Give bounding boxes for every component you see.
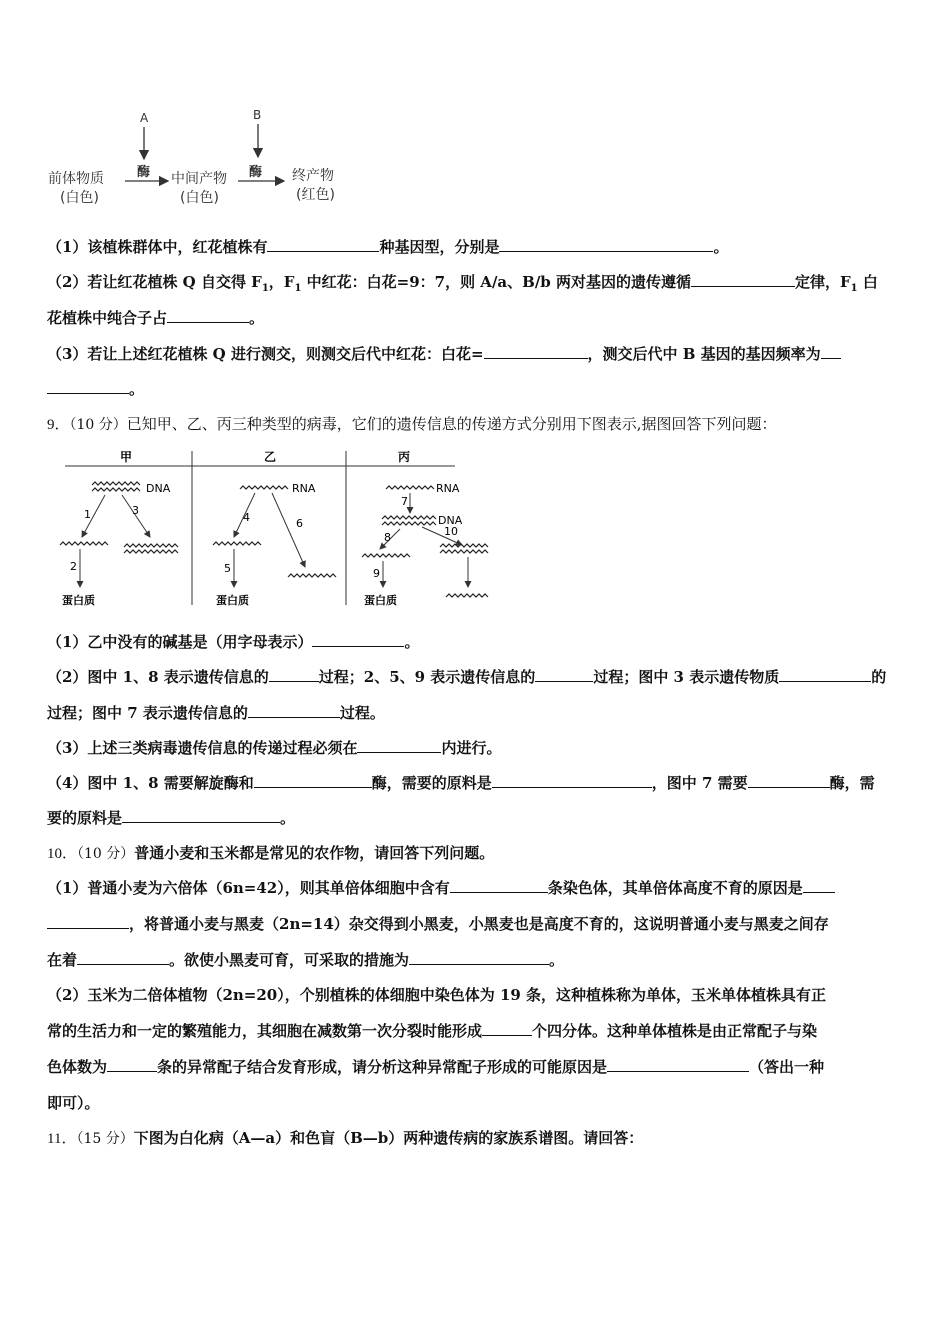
q11-stem: 11．（15 分）下图为白化病（A—a）和色盲（B—b）两种遗传病的家族系谱图。请回答： bbox=[47, 1129, 644, 1147]
col-jia: 甲 bbox=[120, 450, 133, 464]
virus-diagram bbox=[50, 447, 510, 612]
q9-part2: （2）图中 1、8 表示遗传信息的 过程；2、5、9 表示遗传信息的 过程；图中 3 表示遗传物质 的 bbox=[47, 668, 887, 686]
svg-text:5: 5 bbox=[224, 562, 231, 575]
svg-text:3: 3 bbox=[132, 504, 139, 517]
dna-product-icon bbox=[124, 544, 178, 553]
q8-part2: （2）若让红花植株 Q 自交得 $F_1$，$F_1$ 中红花：白花=9：7，则 A/a、B/b 两对基因的遗传遵循 定律，$F_1$ 白 bbox=[47, 273, 878, 294]
svg-text:6: 6 bbox=[296, 517, 303, 530]
dna-product-icon bbox=[440, 544, 488, 553]
q10-part1: （1）普通小麦为六倍体（6n=42），则其单倍体细胞中含有 条染色体，其单倍体高度不育的原因是 bbox=[47, 878, 910, 898]
answer-blank[interactable] bbox=[267, 237, 379, 252]
answer-blank[interactable] bbox=[499, 237, 713, 252]
answer-blank[interactable] bbox=[107, 1057, 157, 1072]
q8-part3-cont: 。 bbox=[47, 379, 910, 399]
q8-part1: （1）该植株群体中，红花植株有 种基因型，分别是 。 bbox=[47, 238, 729, 256]
svg-text:10: 10 bbox=[444, 525, 458, 538]
rna-label-yi: RNA bbox=[292, 482, 316, 495]
q9-part1: （1）乙中没有的碱基是（用字母表示） 。 bbox=[47, 633, 420, 651]
rna-product-icon bbox=[362, 554, 410, 557]
final-color: (红色) bbox=[296, 187, 335, 203]
q8-part2-cont: 花植株中纯合子占 。 bbox=[47, 309, 265, 327]
q10-part1-cont2: 在着 。欲使小黑麦可育，可采取的措施为 。 bbox=[47, 951, 565, 969]
enzyme2-label: 酶 bbox=[249, 165, 263, 180]
final-label: 终产物 bbox=[292, 168, 334, 184]
svg-text:7: 7 bbox=[401, 495, 408, 508]
rna-product-icon bbox=[213, 542, 261, 545]
answer-blank[interactable] bbox=[492, 773, 652, 788]
answer-blank[interactable] bbox=[748, 773, 830, 788]
answer-blank[interactable] bbox=[357, 738, 441, 753]
answer-blank[interactable] bbox=[607, 1057, 749, 1072]
svg-text:8: 8 bbox=[384, 531, 391, 544]
q9-part3: （3）上述三类病毒遗传信息的传递过程必须在 内进行。 bbox=[47, 739, 502, 757]
q10-part1-cont: ，将普通小麦与黑麦（2n=14）杂交得到小黑麦，小黑麦也是高度不育的，这说明普通小麦与黑麦之间存 bbox=[47, 914, 910, 934]
svg-text:1: 1 bbox=[84, 508, 91, 521]
pathway-diagram bbox=[40, 105, 360, 215]
dna-strand-icon bbox=[92, 482, 140, 491]
answer-blank[interactable] bbox=[47, 379, 129, 394]
q9-part4-cont: 要的原料是 。 bbox=[47, 809, 296, 827]
svg-text:2: 2 bbox=[70, 560, 77, 573]
rna-strand-icon bbox=[386, 486, 434, 489]
rna-product-icon bbox=[446, 594, 488, 597]
intermediate-label: 中间产物 bbox=[171, 171, 227, 187]
answer-blank[interactable] bbox=[269, 667, 319, 682]
answer-blank[interactable] bbox=[484, 344, 588, 359]
svg-text:9: 9 bbox=[373, 567, 380, 580]
q10-part2: （2）玉米为二倍体植物（2n=20），个别植株的体细胞中染色体为 19 条，这种植株称为单体，玉米单体植株具有正 bbox=[47, 986, 827, 1004]
protein-label-bing: 蛋白质 bbox=[364, 594, 397, 607]
dna-label-jia: DNA bbox=[146, 482, 171, 495]
answer-blank[interactable] bbox=[803, 878, 835, 893]
answer-blank[interactable] bbox=[409, 950, 549, 965]
q10-stem: 10．（10 分）普通小麦和玉米都是常见的农作物，请回答下列问题。 bbox=[47, 844, 495, 862]
q10-part2-cont3: 即可）。 bbox=[47, 1094, 100, 1112]
dna-label-bing: DNA bbox=[438, 514, 463, 527]
dna-strand-icon bbox=[382, 516, 436, 525]
q9-part2-cont: 过程；图中 7 表示遗传信息的 过程。 bbox=[47, 704, 385, 722]
protein-label-jia: 蛋白质 bbox=[62, 594, 95, 607]
q9-stem: 9．（10 分）已知甲、乙、丙三种类型的病毒，它们的遗传信息的传递方式分别用下图表示,据图回答下列问题： bbox=[47, 415, 777, 433]
svg-text:4: 4 bbox=[243, 511, 250, 524]
answer-blank[interactable] bbox=[779, 667, 871, 682]
rna-strand-icon bbox=[60, 542, 108, 545]
q10-part2-cont: 常的生活力和一定的繁殖能力，其细胞在减数第一次分裂时能形成 个四分体。这种单体植株是由正常配子与染 bbox=[47, 1022, 818, 1040]
q10-part2-cont2: 色体数为 条的异常配子结合发育形成，请分析这种异常配子形成的可能原因是 （答出一种 bbox=[47, 1058, 825, 1076]
answer-blank[interactable] bbox=[254, 773, 372, 788]
enzyme1-label: 酶 bbox=[137, 165, 151, 180]
answer-blank[interactable] bbox=[450, 878, 548, 893]
q8-part3: （3）若让上述红花植株 Q 进行测交，则测交后代中红花：白花= ，测交后代中 B 基因的基因频率为 bbox=[47, 344, 910, 364]
precursor-label: 前体物质 bbox=[48, 171, 104, 187]
answer-blank[interactable] bbox=[167, 308, 249, 323]
gene-b-label: B bbox=[253, 108, 262, 122]
rna-product-icon bbox=[288, 574, 336, 577]
answer-blank[interactable] bbox=[821, 344, 841, 359]
answer-blank[interactable] bbox=[691, 272, 795, 287]
answer-blank[interactable] bbox=[535, 667, 593, 682]
gene-a-label: A bbox=[140, 111, 149, 125]
protein-label-yi: 蛋白质 bbox=[216, 594, 249, 607]
answer-blank[interactable] bbox=[248, 703, 340, 718]
answer-blank[interactable] bbox=[122, 808, 280, 823]
col-bing: 丙 bbox=[398, 450, 411, 464]
q9-part4: （4）图中 1、8 需要解旋酶和 酶，需要的原料是 ，图中 7 需要 酶，需 bbox=[47, 774, 875, 792]
answer-blank[interactable] bbox=[47, 914, 129, 929]
intermediate-color: (白色) bbox=[180, 190, 219, 206]
answer-blank[interactable] bbox=[482, 1021, 532, 1036]
answer-blank[interactable] bbox=[77, 950, 169, 965]
answer-blank[interactable] bbox=[312, 632, 404, 647]
col-yi: 乙 bbox=[264, 450, 277, 464]
rna-strand-icon bbox=[240, 486, 288, 489]
rna-label-bing: RNA bbox=[436, 482, 460, 495]
precursor-color: (白色) bbox=[60, 190, 99, 206]
